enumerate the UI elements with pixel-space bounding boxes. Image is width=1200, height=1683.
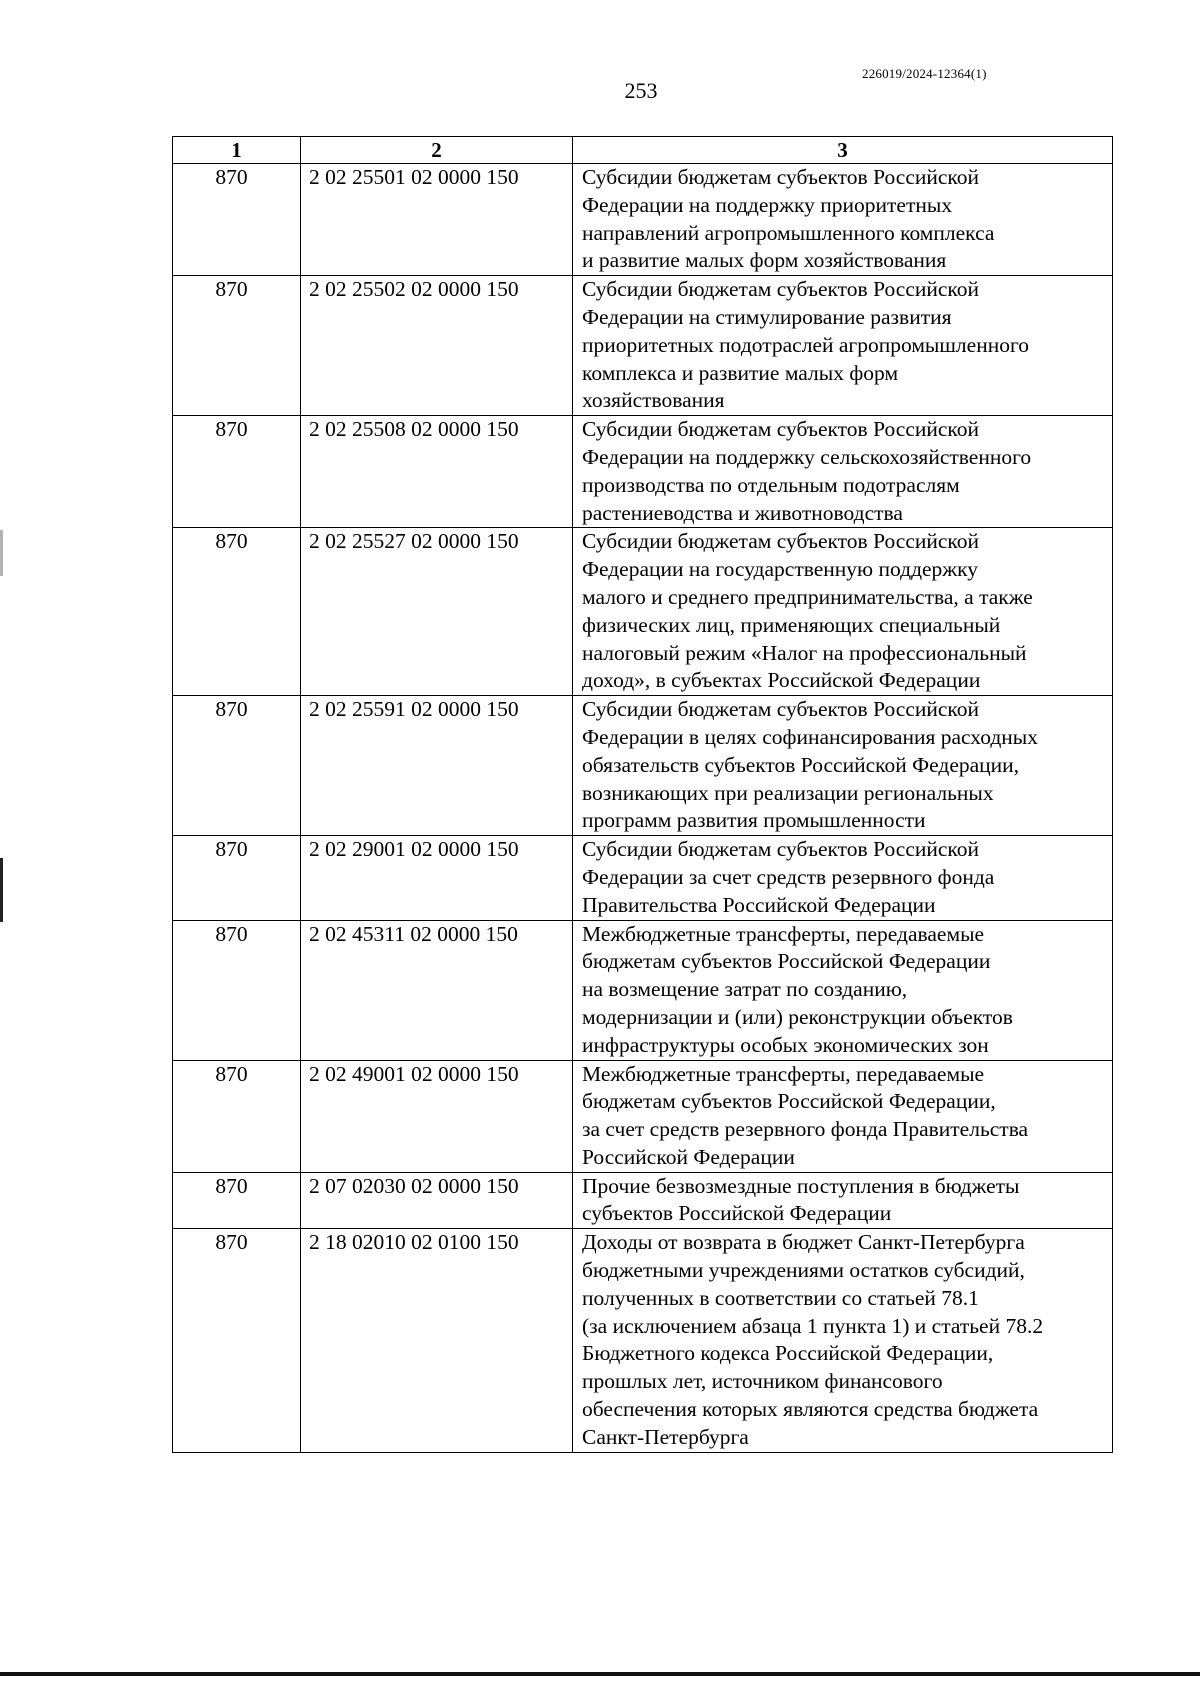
budget-classification-code-cell: 2 02 25591 02 0000 150 — [301, 696, 573, 836]
description-line: Субсидии бюджетам субъектов Российской — [582, 417, 980, 442]
description-line: Федерации на поддержку приоритетных — [582, 192, 953, 217]
column-header-1: 1 — [173, 137, 301, 164]
description-line: Федерации на стимулирование развития — [582, 304, 952, 329]
description-line: комплекса и развитие малых форм — [582, 360, 899, 385]
budget-classification-code-cell: 2 02 29001 02 0000 150 — [301, 836, 573, 920]
scan-margin-mark — [0, 858, 3, 922]
admin-code-cell: 870 — [173, 276, 301, 416]
description-line: приоритетных подотраслей агропромышленного — [582, 332, 1029, 357]
revenue-description-cell — [573, 1060, 1113, 1172]
document-id: 226019/2024-12364(1) — [862, 66, 987, 81]
budget-classification-code-cell: 2 02 45311 02 0000 150 — [301, 920, 573, 1060]
description-line: физических лиц, применяющих специальный — [582, 612, 1001, 637]
description-line: Российской Федерации — [582, 1144, 795, 1169]
description-line: Правительства Российской Федерации — [582, 892, 936, 917]
table-row — [173, 696, 1113, 836]
description-line: за счет средств резервного фонда Правительства — [582, 1117, 1029, 1142]
budget-classification-code-cell: 2 02 25527 02 0000 150 — [301, 528, 573, 696]
budget-classification-code-cell: 2 18 02010 02 0100 150 — [301, 1229, 573, 1452]
table-header-row — [173, 137, 1113, 164]
table-row — [173, 276, 1113, 416]
description-line: растениеводства и животноводства — [582, 500, 903, 525]
description-line: бюджетными учреждениями остатков субсидий, — [582, 1258, 1025, 1283]
column-header-3: 3 — [573, 137, 1113, 164]
budget-revenue-table — [172, 136, 1113, 1453]
budget-classification-code-cell: 2 07 02030 02 0000 150 — [301, 1172, 573, 1229]
description-line: Субсидии бюджетам субъектов Российской — [582, 277, 980, 302]
admin-code-cell: 870 — [173, 836, 301, 920]
description-line: прошлых лет, источником финансового — [582, 1369, 943, 1394]
description-line: налоговый режим «Налог на профессиональный — [582, 640, 1027, 665]
description-line: Федерации за счет средств резервного фонда — [582, 864, 995, 889]
budget-classification-code-cell: 2 02 49001 02 0000 150 — [301, 1060, 573, 1172]
description-line: Межбюджетные трансферты, передаваемые — [582, 1061, 985, 1086]
scan-margin-mark — [0, 530, 3, 576]
admin-code-cell: 870 — [173, 1229, 301, 1452]
description-line: обеспечения которых являются средства бюджета — [582, 1397, 1039, 1422]
revenue-description-cell — [573, 696, 1113, 836]
table-row — [173, 1172, 1113, 1229]
description-line: инфраструктуры особых экономических зон — [582, 1032, 989, 1057]
description-line: Федерации в целях софинансирования расходных — [582, 724, 1039, 749]
table-row — [173, 416, 1113, 528]
table-row — [173, 1229, 1113, 1452]
description-line: производства по отдельным подотраслям — [582, 472, 960, 497]
description-line: на возмещение затрат по созданию, — [582, 977, 908, 1002]
table-row — [173, 528, 1113, 696]
description-line: Доходы от возврата в бюджет Санкт-Петербурга — [582, 1230, 1025, 1255]
admin-code-cell: 870 — [173, 416, 301, 528]
page-number: 253 — [624, 78, 658, 103]
revenue-description-cell — [573, 1229, 1113, 1452]
description-line: бюджетам субъектов Российской Федерации, — [582, 1089, 996, 1114]
description-line: Субсидии бюджетам субъектов Российской — [582, 165, 980, 189]
table-row — [173, 164, 1113, 276]
budget-classification-code-cell: 2 02 25502 02 0000 150 — [301, 276, 573, 416]
table-row — [173, 1060, 1113, 1172]
admin-code-cell: 870 — [173, 696, 301, 836]
description-line: малого и среднего предпринимательства, а также — [582, 584, 1033, 609]
description-line: Субсидии бюджетам субъектов Российской — [582, 697, 980, 722]
description-line: хозяйствования — [582, 388, 725, 413]
description-line: бюджетам субъектов Российской Федерации — [582, 949, 991, 974]
description-line: Санкт-Петербурга — [582, 1424, 749, 1449]
revenue-description-cell — [573, 416, 1113, 528]
admin-code-cell: 870 — [173, 920, 301, 1060]
description-line: Межбюджетные трансферты, передаваемые — [582, 921, 985, 946]
description-line: Бюджетного кодекса Российской Федерации, — [582, 1341, 994, 1366]
revenue-description-cell — [573, 1172, 1113, 1229]
admin-code-cell: 870 — [173, 164, 301, 276]
description-line: Прочие безвозмездные поступления в бюджеты — [582, 1173, 1020, 1198]
description-line: программ развития промышленности — [582, 808, 926, 833]
description-line: Федерации на государственную поддержку — [582, 557, 979, 582]
description-line: обязательств субъектов Российской Федерации, — [582, 752, 1020, 777]
description-line: Субсидии бюджетам субъектов Российской — [582, 529, 980, 554]
table-row — [173, 836, 1113, 920]
description-line: Субсидии бюджетам субъектов Российской — [582, 837, 980, 862]
description-line: (за исключением абзаца 1 пункта 1) и статьей 78.2 — [582, 1313, 1044, 1338]
description-line: возникающих при реализации региональных — [582, 780, 994, 805]
budget-classification-code-cell: 2 02 25508 02 0000 150 — [301, 416, 573, 528]
description-line: и развитие малых форм хозяйствования — [582, 248, 947, 273]
column-header-2: 2 — [301, 137, 573, 164]
revenue-description-cell — [573, 836, 1113, 920]
description-line: субъектов Российской Федерации — [582, 1201, 892, 1226]
table-body — [173, 164, 1113, 1453]
revenue-description-cell — [573, 920, 1113, 1060]
admin-code-cell: 870 — [173, 528, 301, 696]
admin-code-cell: 870 — [173, 1060, 301, 1172]
revenue-description-cell — [573, 276, 1113, 416]
revenue-description-cell — [573, 164, 1113, 276]
description-line: полученных в соответствии со статьей 78.1 — [582, 1285, 979, 1310]
admin-code-cell: 870 — [173, 1172, 301, 1229]
description-line: направлений агропромышленного комплекса — [582, 220, 995, 245]
revenue-description-cell — [573, 528, 1113, 696]
table-row — [173, 920, 1113, 1060]
description-line: модернизации и (или) реконструкции объектов — [582, 1004, 1013, 1029]
budget-classification-code-cell: 2 02 25501 02 0000 150 — [301, 164, 573, 276]
description-line: Федерации на поддержку сельскохозяйственного — [582, 444, 1032, 469]
description-line: доход», в субъектах Российской Федерации — [582, 668, 981, 693]
scan-bottom-edge — [0, 1672, 1200, 1676]
